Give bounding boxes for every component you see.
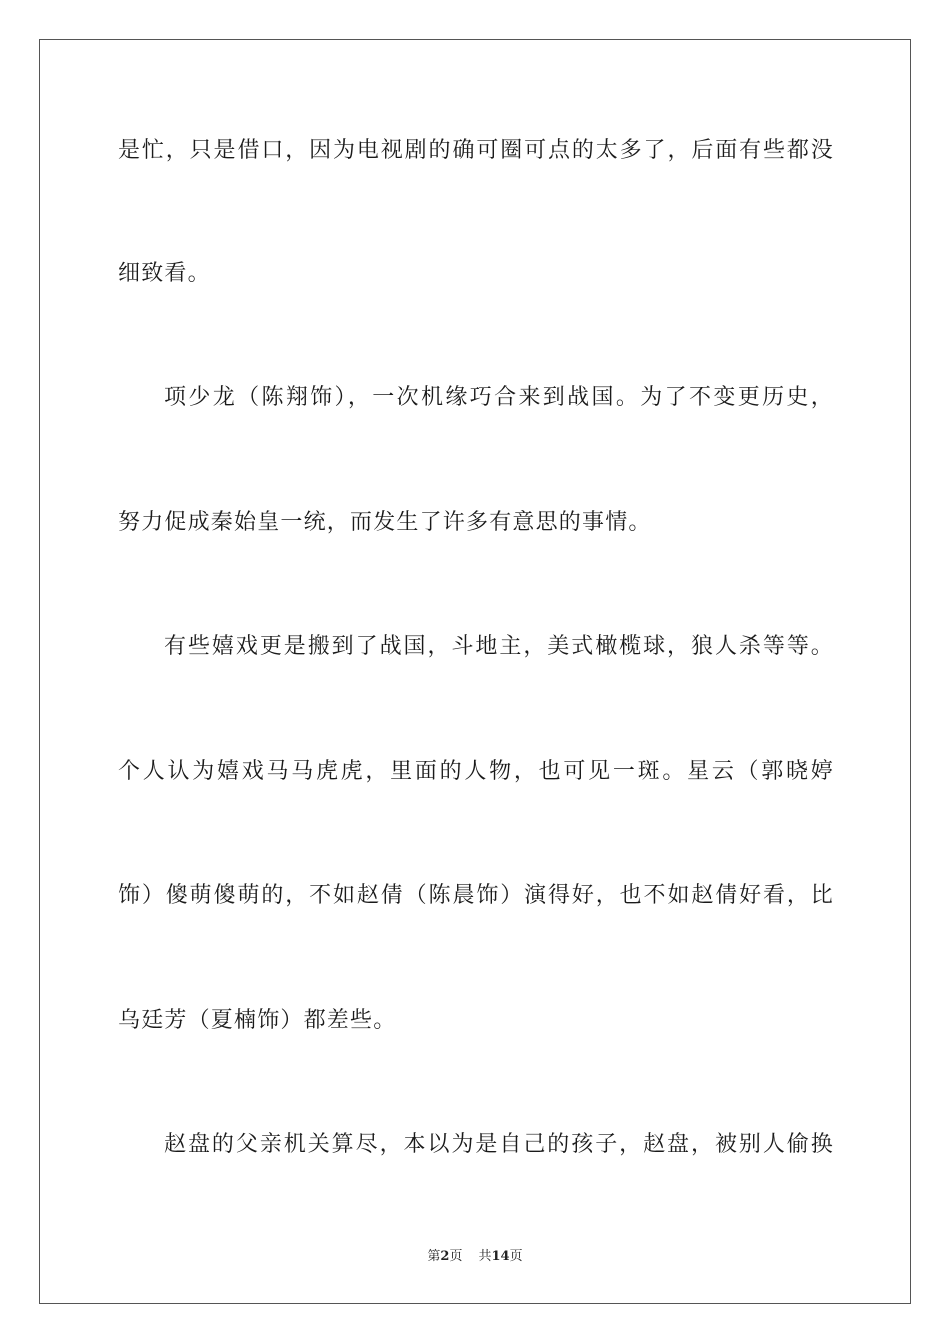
page-border (39, 39, 911, 1304)
total-pages: 14 (491, 1249, 510, 1264)
page-number (427, 1249, 462, 1264)
text-line-5: 有些嬉戏更是搬到了战国，斗地主，美式橄榄球，狼人杀等等。 (164, 634, 834, 659)
text-line-8: 乌廷芳（夏楠饰）都差些。 (118, 1008, 397, 1033)
text-line-1: 是忙，只是借口，因为电视剧的确可圈可点的太多了，后面有些都没 (118, 138, 834, 163)
text-line-4: 努力促成秦始皇一统，而发生了许多有意思的事情。 (118, 510, 652, 535)
text-line-2: 细致看。 (118, 261, 211, 286)
text-line-7: 饰）傻萌傻萌的，不如赵倩（陈晨饰）演得好，也不如赵倩好看，比 (118, 883, 834, 908)
page-footer (0, 1248, 950, 1266)
text-line-9: 赵盘的父亲机关算尽，本以为是自己的孩子，赵盘，被别人偷换 (164, 1132, 834, 1157)
page-prefix: 第 (427, 1249, 441, 1264)
page-total (478, 1249, 522, 1264)
current-page: 2 (440, 1249, 450, 1264)
total-prefix: 共 (478, 1249, 492, 1264)
page-suffix: 页 (449, 1249, 463, 1264)
text-line-3: 项少龙（陈翔饰），一次机缘巧合来到战国。为了不变更历史， (164, 385, 834, 410)
total-suffix: 页 (509, 1249, 523, 1264)
text-line-6: 个人认为嬉戏马马虎虎，里面的人物，也可见一斑。星云（郭晓婷 (118, 759, 834, 784)
